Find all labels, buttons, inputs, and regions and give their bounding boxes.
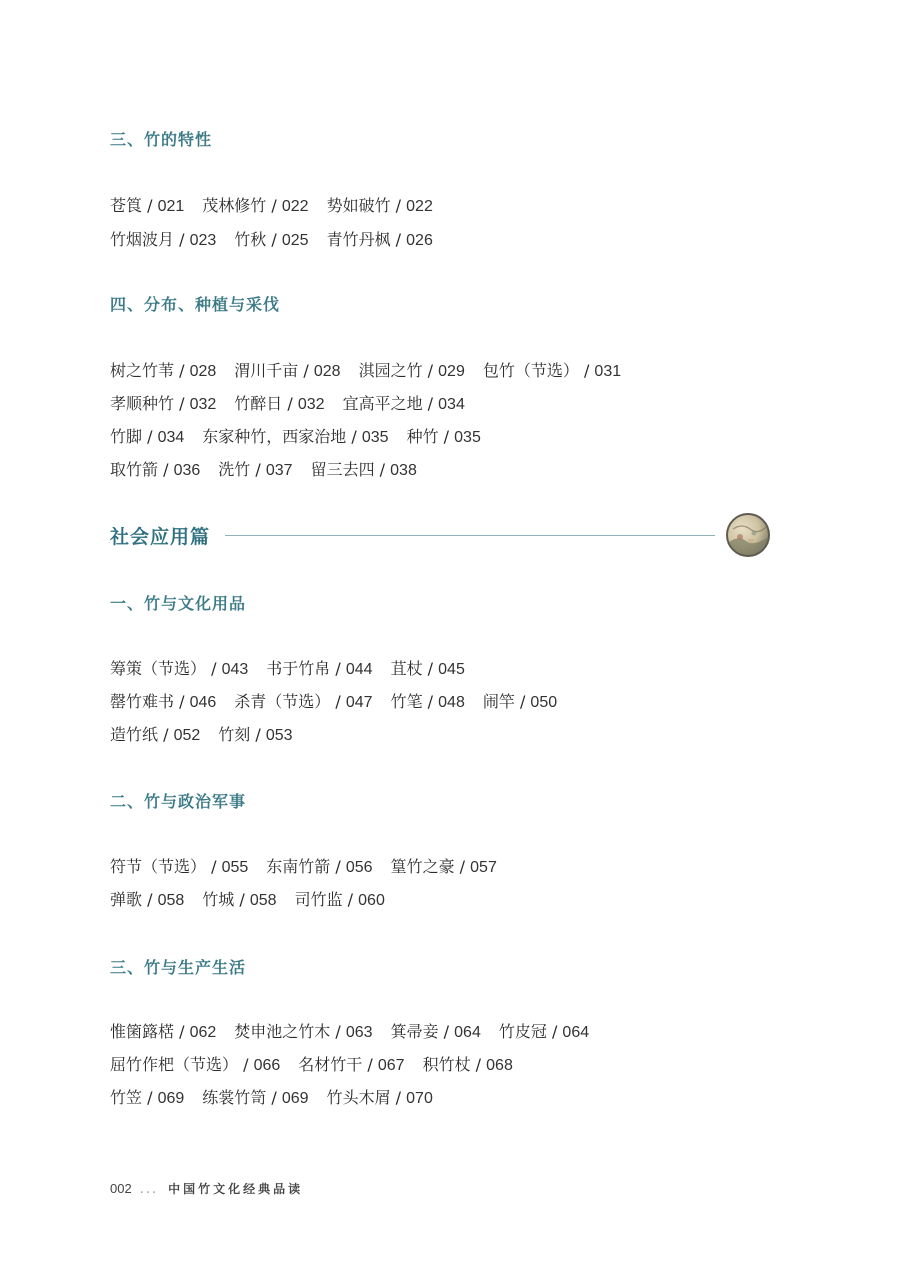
entry-page: 052 bbox=[173, 727, 201, 744]
entry-page: 035 bbox=[361, 429, 389, 446]
entry-title: 东家种竹，西家治地 bbox=[202, 427, 347, 446]
entry-title: 青竹丹枫 bbox=[326, 230, 391, 249]
toc-entry: 宜高平之地 / 034 bbox=[342, 394, 465, 413]
toc-entry: 竹醉日 / 032 bbox=[234, 394, 325, 413]
entry-page: 055 bbox=[221, 859, 249, 876]
entry-page: 038 bbox=[390, 462, 417, 479]
toc-entry: 取竹箭 / 036 bbox=[110, 460, 201, 479]
entry-page: 060 bbox=[358, 892, 385, 909]
toc-entry: 淇园之竹 / 029 bbox=[358, 361, 465, 380]
toc-entry: 留三去四 / 038 bbox=[310, 460, 417, 479]
toc-row bbox=[110, 424, 499, 447]
entry-title: 竹头木屑 bbox=[326, 1088, 391, 1107]
page-footer bbox=[110, 1180, 303, 1197]
entry-page: 032 bbox=[189, 396, 217, 413]
toc-row bbox=[110, 656, 483, 679]
entry-title: 宜高平之地 bbox=[342, 394, 423, 413]
entry-title: 焚申池之竹木 bbox=[234, 1022, 331, 1041]
footer-dots: ... bbox=[139, 1182, 159, 1197]
entry-page: 028 bbox=[313, 363, 341, 380]
entry-page: 056 bbox=[345, 859, 373, 876]
entry-title: 竹秋 bbox=[234, 230, 267, 249]
entry-page: 029 bbox=[438, 363, 465, 380]
entry-title: 势如破竹 bbox=[326, 196, 391, 215]
toc-entry: 竹笔 / 048 bbox=[390, 692, 465, 711]
entry-title: 名材竹干 bbox=[298, 1055, 363, 1074]
toc-entry: 青竹丹枫 / 026 bbox=[326, 230, 433, 249]
toc-row bbox=[110, 887, 403, 910]
entry-title: 取竹箭 bbox=[110, 460, 159, 479]
toc-row bbox=[110, 722, 311, 745]
toc-entry: 竹笠 / 069 bbox=[110, 1088, 185, 1107]
entry-title: 罄竹难书 bbox=[110, 692, 175, 711]
entry-page: 021 bbox=[157, 198, 185, 215]
entry-title: 书于竹帛 bbox=[266, 659, 331, 678]
entry-page: 048 bbox=[438, 694, 465, 711]
part-title: 社会应用篇 bbox=[110, 526, 211, 548]
entry-title: 惟箘簬楛 bbox=[110, 1022, 175, 1041]
entry-title: 竹醉日 bbox=[234, 394, 283, 413]
section-heading-politics-military: 二、竹与政治军事 bbox=[110, 792, 247, 811]
entry-page: 070 bbox=[406, 1090, 433, 1107]
entry-title: 符节（节选） bbox=[110, 857, 207, 876]
toc-entry: 司竹监 / 060 bbox=[294, 890, 385, 909]
entry-page: 022 bbox=[406, 198, 433, 215]
toc-entry: 包竹（节选） / 031 bbox=[482, 361, 622, 380]
toc-row bbox=[110, 1085, 451, 1108]
entry-title: 留三去四 bbox=[310, 460, 375, 479]
entry-page: 064 bbox=[454, 1024, 481, 1041]
entry-page: 068 bbox=[486, 1057, 513, 1074]
entry-title: 淇园之竹 bbox=[358, 361, 423, 380]
toc-entry: 篁竹之豪 / 057 bbox=[390, 857, 497, 876]
toc-entry: 弹歌 / 058 bbox=[110, 890, 185, 909]
entry-page: 064 bbox=[562, 1024, 590, 1041]
toc-entry: 焚申池之竹木 / 063 bbox=[234, 1022, 373, 1041]
entry-title: 孝顺种竹 bbox=[110, 394, 175, 413]
entry-title: 练裳竹笥 bbox=[202, 1088, 267, 1107]
toc-entry: 惟箘簬楛 / 062 bbox=[110, 1022, 217, 1041]
toc-entry: 名材竹干 / 067 bbox=[298, 1055, 405, 1074]
toc-entry: 杀青（节选） / 047 bbox=[234, 692, 373, 711]
toc-entry: 茂林修竹 / 022 bbox=[202, 196, 309, 215]
toc-row bbox=[110, 391, 483, 414]
toc-entry: 箕帚妾 / 064 bbox=[390, 1022, 481, 1041]
toc-entry: 渭川千亩 / 028 bbox=[234, 361, 341, 380]
toc-entry: 苴杖 / 045 bbox=[390, 659, 465, 678]
toc-entry: 积竹杖 / 068 bbox=[422, 1055, 513, 1074]
section-heading-distribution: 四、分布、种植与采伐 bbox=[110, 295, 281, 314]
entry-page: 034 bbox=[438, 396, 465, 413]
entry-title: 树之竹苇 bbox=[110, 361, 175, 380]
toc-entry: 孝顺种竹 / 032 bbox=[110, 394, 217, 413]
entry-title: 造竹纸 bbox=[110, 725, 159, 744]
entry-page: 034 bbox=[157, 429, 185, 446]
painting-medallion bbox=[726, 513, 770, 557]
toc-entry: 势如破竹 / 022 bbox=[326, 196, 433, 215]
entry-title: 竹刻 bbox=[218, 725, 251, 744]
entry-page: 036 bbox=[173, 462, 201, 479]
toc-row bbox=[110, 1052, 531, 1075]
entry-page: 028 bbox=[189, 363, 217, 380]
book-title: 中国竹文化经典品读 bbox=[168, 1182, 304, 1196]
toc-entry: 竹皮冠 / 064 bbox=[498, 1022, 590, 1041]
toc-row bbox=[110, 193, 451, 216]
entry-page: 046 bbox=[189, 694, 217, 711]
part-divider bbox=[225, 535, 715, 536]
entry-page: 069 bbox=[281, 1090, 309, 1107]
entry-title: 竹烟波月 bbox=[110, 230, 175, 249]
entry-title: 筹策（节选） bbox=[110, 659, 207, 678]
entry-title: 闹竿 bbox=[482, 692, 515, 711]
toc-entry: 苍筤 / 021 bbox=[110, 196, 185, 215]
entry-page: 022 bbox=[281, 198, 309, 215]
toc-entry: 闹竿 / 050 bbox=[482, 692, 558, 711]
entry-title: 东南竹箭 bbox=[266, 857, 331, 876]
toc-entry: 罄竹难书 / 046 bbox=[110, 692, 217, 711]
toc-entry: 符节（节选） / 055 bbox=[110, 857, 249, 876]
section-heading-bamboo-properties: 三、竹的特性 bbox=[110, 130, 213, 149]
toc-row bbox=[110, 689, 575, 712]
toc-row bbox=[110, 1019, 607, 1042]
toc-entry: 竹脚 / 034 bbox=[110, 427, 185, 446]
entry-title: 茂林修竹 bbox=[202, 196, 267, 215]
entry-page: 067 bbox=[377, 1057, 405, 1074]
entry-page: 062 bbox=[189, 1024, 217, 1041]
toc-entry: 竹城 / 058 bbox=[202, 890, 277, 909]
entry-title: 竹笠 bbox=[110, 1088, 143, 1107]
entry-page: 066 bbox=[253, 1057, 281, 1074]
toc-entry: 树之竹苇 / 028 bbox=[110, 361, 217, 380]
entry-page: 026 bbox=[406, 232, 433, 249]
toc-row bbox=[110, 457, 435, 480]
entry-title: 弹歌 bbox=[110, 890, 143, 909]
toc-entry: 竹烟波月 / 023 bbox=[110, 230, 217, 249]
entry-title: 种竹 bbox=[406, 427, 439, 446]
toc-entry: 竹刻 / 053 bbox=[218, 725, 293, 744]
entry-title: 竹脚 bbox=[110, 427, 143, 446]
toc-row bbox=[110, 854, 515, 877]
entry-title: 洗竹 bbox=[218, 460, 251, 479]
toc-entry: 种竹 / 035 bbox=[406, 427, 481, 446]
toc-entry: 东家种竹，西家治地 / 035 bbox=[202, 427, 389, 446]
toc-entry: 屈竹作杷（节选） / 066 bbox=[110, 1055, 281, 1074]
entry-title: 苍筤 bbox=[110, 196, 143, 215]
toc-entry: 竹秋 / 025 bbox=[234, 230, 309, 249]
entry-title: 竹城 bbox=[202, 890, 235, 909]
toc-row bbox=[110, 358, 639, 381]
entry-title: 包竹（节选） bbox=[482, 361, 579, 380]
section-heading-production-life: 三、竹与生产生活 bbox=[110, 958, 247, 977]
entry-title: 篁竹之豪 bbox=[390, 857, 455, 876]
entry-page: 057 bbox=[470, 859, 497, 876]
entry-title: 苴杖 bbox=[390, 659, 423, 678]
entry-page: 063 bbox=[345, 1024, 373, 1041]
entry-page: 043 bbox=[221, 661, 249, 678]
toc-entry: 造竹纸 / 052 bbox=[110, 725, 201, 744]
toc-entry: 筹策（节选） / 043 bbox=[110, 659, 249, 678]
entry-page: 053 bbox=[265, 727, 293, 744]
entry-title: 箕帚妾 bbox=[390, 1022, 439, 1041]
entry-page: 031 bbox=[594, 363, 622, 380]
entry-title: 竹皮冠 bbox=[498, 1022, 547, 1041]
entry-page: 023 bbox=[189, 232, 217, 249]
entry-page: 035 bbox=[454, 429, 481, 446]
toc-entry: 洗竹 / 037 bbox=[218, 460, 293, 479]
entry-page: 058 bbox=[157, 892, 185, 909]
section-heading-cultural-items: 一、竹与文化用品 bbox=[110, 594, 247, 613]
entry-title: 积竹杖 bbox=[422, 1055, 471, 1074]
entry-title: 屈竹作杷（节选） bbox=[110, 1055, 239, 1074]
entry-title: 渭川千亩 bbox=[234, 361, 299, 380]
entry-page: 025 bbox=[281, 232, 309, 249]
toc-entry: 竹头木屑 / 070 bbox=[326, 1088, 433, 1107]
entry-page: 032 bbox=[297, 396, 325, 413]
entry-page: 047 bbox=[345, 694, 373, 711]
toc-row bbox=[110, 227, 451, 250]
entry-title: 竹笔 bbox=[390, 692, 423, 711]
landscape-painting-icon bbox=[728, 515, 768, 555]
entry-page: 050 bbox=[530, 694, 558, 711]
entry-page: 037 bbox=[265, 462, 293, 479]
toc-entry: 练裳竹笥 / 069 bbox=[202, 1088, 309, 1107]
entry-page: 045 bbox=[438, 661, 465, 678]
toc-entry: 东南竹箭 / 056 bbox=[266, 857, 373, 876]
page-number: 002 bbox=[110, 1181, 132, 1196]
entry-page: 069 bbox=[157, 1090, 185, 1107]
entry-page: 044 bbox=[345, 661, 373, 678]
entry-title: 司竹监 bbox=[294, 890, 343, 909]
toc-entry: 书于竹帛 / 044 bbox=[266, 659, 373, 678]
entry-page: 058 bbox=[249, 892, 277, 909]
entry-title: 杀青（节选） bbox=[234, 692, 331, 711]
